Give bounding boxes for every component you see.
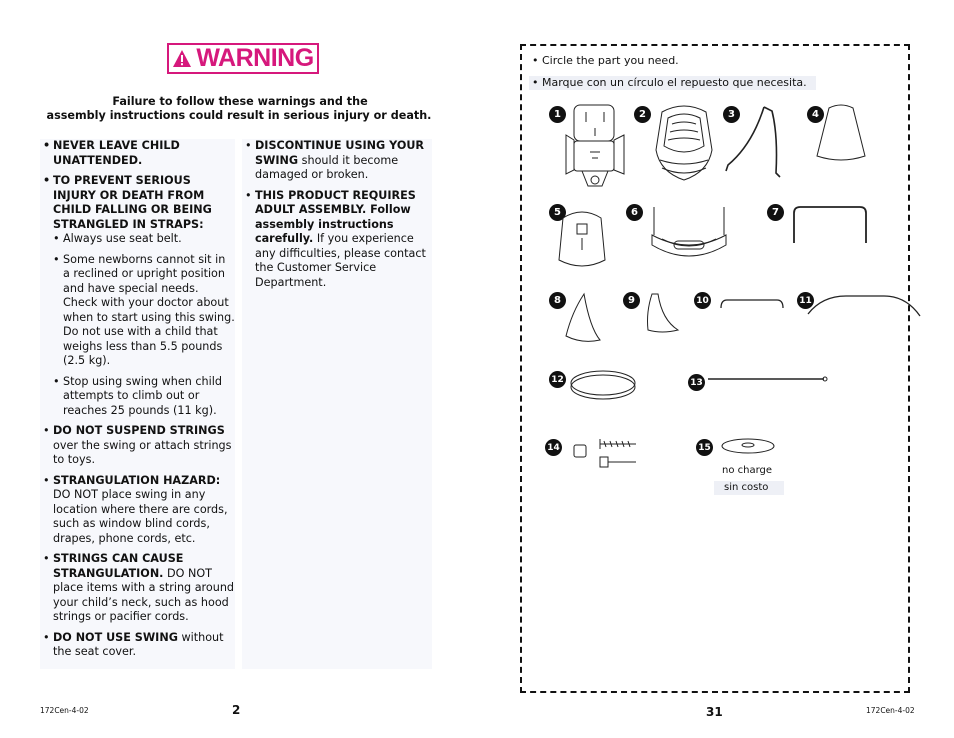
part-number-1[interactable]: 1 <box>549 106 566 123</box>
part-5-seat-back-illustration[interactable] <box>557 210 607 270</box>
warnings-left-column <box>40 139 235 669</box>
warning-strings-strangulation-bold: STRINGS CAN CAUSE STRANGULATION. <box>53 552 184 580</box>
part-6-tray-illustration[interactable] <box>648 205 730 269</box>
footer-right-page: 31 <box>706 705 723 719</box>
part-number-13[interactable]: 13 <box>688 374 705 391</box>
lead-line-2: assembly instructions could result in serious injury or death. <box>46 109 432 122</box>
part-13-rod-illustration[interactable] <box>706 376 828 382</box>
footer-left-page: 2 <box>232 703 241 717</box>
note-marque-text: Marque con un círculo el repuesto que necesita. <box>542 76 807 89</box>
warning-discontinue <box>242 139 432 183</box>
part-number-7[interactable]: 7 <box>767 204 784 221</box>
part-4-cover-illustration[interactable] <box>815 104 867 164</box>
warning-strangulation-text: DO NOT place swing in any location where there are cords, such as window blind cords, drapes, phone cords, etc. <box>53 488 228 545</box>
warning-strings-strangulation <box>40 552 235 625</box>
warning-newborns: • Some newborns cannot sit in a reclined or upright position and have special needs. Check with your doctor about when to start using this swing. Do not use with a child that weighs less than 5.5 pounds (2.5 kg). <box>40 253 235 369</box>
note-bullet-es: • <box>532 76 542 89</box>
part-number-14[interactable]: 14 <box>545 439 562 456</box>
warning-seat-cover <box>40 631 235 660</box>
warning-banner <box>167 43 319 74</box>
warning-seat-cover-text: without the seat cover. <box>53 630 224 658</box>
part-number-2[interactable]: 2 <box>634 106 651 123</box>
part-10-bar-illustration[interactable] <box>719 296 785 316</box>
note-marque <box>529 76 816 90</box>
part-number-4[interactable]: 4 <box>807 106 824 123</box>
warning-prevent-injury: • TO PREVENT SERIOUS INJURY OR DEATH FROM CHILD FALLING OR BEING STRANGLED IN STRAPS: <box>40 174 235 232</box>
warning-adult-assembly-text: If you experience any difficulties, please contact the Customer Service Department. <box>255 232 426 289</box>
part-number-15[interactable]: 15 <box>696 439 713 456</box>
warning-adult-assembly-bold: THIS PRODUCT REQUIRES ADULT ASSEMBLY. Follow assembly instructions carefully. <box>255 188 416 245</box>
part-number-3[interactable]: 3 <box>723 106 740 123</box>
part-number-10[interactable]: 10 <box>694 292 711 309</box>
warning-title: WARNING <box>196 44 314 72</box>
no-charge-label: no charge <box>722 465 773 476</box>
warning-discontinue-bold: DISCONTINUE USING YOUR SWING <box>255 139 425 167</box>
sin-costo-label: sin costo <box>714 481 784 495</box>
part-1-seat-frame-illustration[interactable] <box>560 100 632 190</box>
lead-line-1: Failure to follow these warnings and the <box>112 95 368 108</box>
part-11-curved-bar-illustration[interactable] <box>806 294 924 320</box>
warning-stop-using: • Stop using swing when child attempts to climb out or reaches 25 pounds (11 kg). <box>40 375 235 419</box>
part-3-leg-illustration[interactable] <box>724 105 784 185</box>
part-number-11[interactable]: 11 <box>797 292 814 309</box>
footer-right-code: 172Cen-4-02 <box>866 706 915 715</box>
note-circle-part-text: Circle the part you need. <box>542 54 679 67</box>
warning-strings-bold: DO NOT SUSPEND STRINGS <box>53 424 225 437</box>
part-number-9[interactable]: 9 <box>623 292 640 309</box>
warnings-right-column <box>242 139 432 669</box>
warning-seat-belt: • Always use seat belt. <box>40 232 235 247</box>
part-number-12[interactable]: 12 <box>549 371 566 388</box>
warning-never-leave: • NEVER LEAVE CHILD UNATTENDED. <box>40 139 235 168</box>
part-7-u-bar-illustration[interactable] <box>790 205 870 245</box>
lead-statement <box>40 95 440 123</box>
part-12-ring-illustration[interactable] <box>568 363 638 405</box>
part-number-6[interactable]: 6 <box>626 204 643 221</box>
note-circle-part <box>532 54 679 68</box>
warning-strings-strangulation-text: DO NOT place items with a string around your child’s neck, such as hood strings or pacifier cords. <box>53 566 235 623</box>
warning-strangulation-hazard <box>40 474 235 547</box>
warning-seat-cover-bold: DO NOT USE SWING <box>53 630 178 644</box>
part-9-side-panel-illustration[interactable] <box>642 292 682 334</box>
part-14-hardware-illustration[interactable] <box>570 437 640 471</box>
part-2-seat-pad-illustration[interactable] <box>648 102 720 186</box>
warning-discontinue-text: should it become damaged or broken. <box>255 153 399 181</box>
warning-triangle-icon <box>172 49 192 68</box>
part-number-8[interactable]: 8 <box>549 292 566 309</box>
warning-adult-assembly <box>242 189 432 291</box>
warning-strangulation-bold: STRANGULATION HAZARD: <box>53 473 221 487</box>
note-bullet: • <box>532 54 542 67</box>
part-number-5[interactable]: 5 <box>549 204 566 221</box>
warning-strings <box>40 424 235 468</box>
part-8-side-panel-illustration[interactable] <box>562 292 602 344</box>
footer-left-code: 172Cen-4-02 <box>40 706 89 715</box>
warning-strings-text: over the swing or attach strings to toys. <box>53 438 232 466</box>
part-15-washer-illustration[interactable] <box>718 436 778 456</box>
